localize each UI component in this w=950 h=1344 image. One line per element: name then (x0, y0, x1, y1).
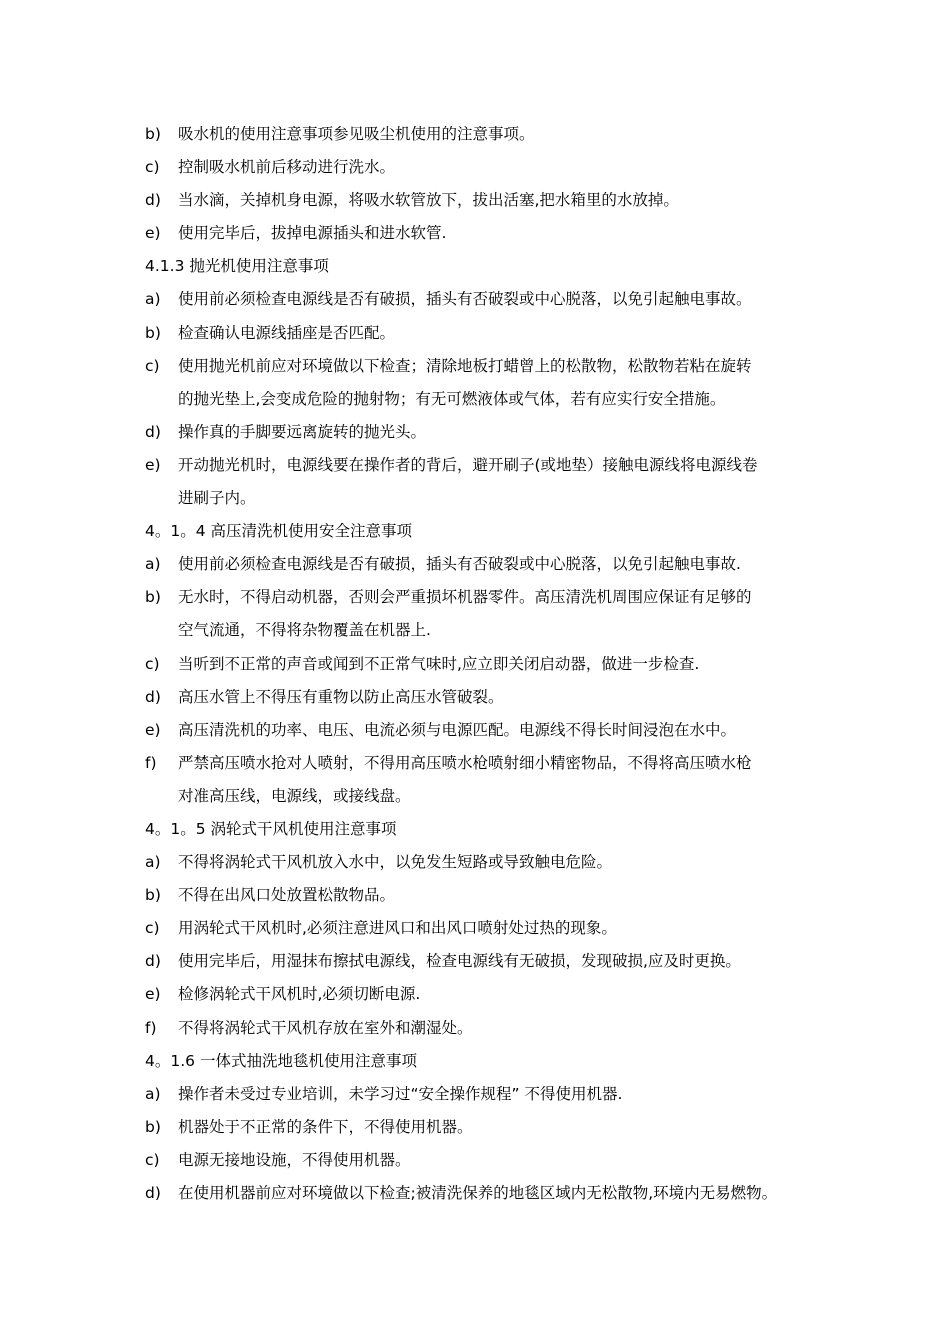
item-text: 使用前必须检查电源线是否有破损，插头有否破裂或中心脱落，以免引起触电事故. (178, 555, 741, 574)
item-text: 使用前必须检查电源线是否有破损，插头有否破裂或中心脱落，以免引起触电事故。 (178, 290, 752, 309)
list-marker: e) (145, 985, 161, 1004)
list-item-continuation (145, 614, 835, 647)
list-item-continuation (145, 383, 835, 416)
section-heading (145, 813, 835, 846)
list-marker: d) (145, 191, 161, 210)
item-text: 在使用机器前应对环境做以下检查;被清洗保养的地毯区域内无松散物,环境内无易燃物。 (178, 1184, 778, 1202)
list-item (145, 283, 835, 316)
list-marker: b) (145, 323, 161, 342)
item-text: 对准高压线，电源线，或接线盘。 (178, 786, 411, 805)
list-marker: b) (145, 1117, 161, 1136)
list-marker: e) (145, 455, 161, 474)
list-item (145, 184, 835, 217)
list-item (145, 151, 835, 184)
list-item (145, 217, 835, 250)
list-marker: b) (145, 125, 161, 143)
item-text: 严禁高压喷水抢对人喷射，不得用高压喷水枪喷射细小精密物品，不得将高压喷水枪 (178, 753, 752, 772)
list-item (145, 1078, 835, 1111)
list-item (145, 879, 835, 912)
item-text: 当听到不正常的声音或闻到不正常气味时,应立即关闭启动器，做进一步检查. (178, 654, 700, 673)
item-text: 当水滴，关掉机身电源，将吸水软管放下，拔出活塞,把水箱里的水放掉。 (178, 191, 679, 210)
list-marker: d) (145, 952, 161, 971)
list-item (145, 1111, 835, 1144)
list-item (145, 714, 835, 747)
item-text: 开动抛光机时，电源线要在操作者的背后，避开刷子(或地垫）接触电源线将电源线卷 (178, 455, 758, 474)
list-item (145, 1177, 835, 1210)
list-item (145, 978, 835, 1011)
list-item (145, 1144, 835, 1177)
item-text: 使用完毕后，拔掉电源插头和进水软管. (178, 224, 447, 243)
list-item (145, 317, 835, 350)
item-text: 使用抛光机前应对环境做以下检查；清除地板打蜡曾上的松散物，松散物若粘在旋转 (178, 356, 752, 375)
item-text: 不得在出风口处放置松散物品。 (178, 886, 396, 905)
section-heading (145, 515, 835, 548)
list-marker: a) (145, 853, 161, 872)
list-marker: b) (145, 886, 161, 905)
item-text: 控制吸水机前后移动进行洗水。 (178, 158, 396, 177)
list-marker: f) (145, 753, 157, 772)
list-marker: a) (145, 1084, 161, 1103)
list-item (145, 548, 835, 581)
heading-text: 4。1。5 涡轮式干风机使用注意事项 (145, 819, 397, 838)
item-text: 机器处于不正常的条件下，不得使用机器。 (178, 1117, 473, 1136)
heading-text: 4.1.3 抛光机使用注意事项 (145, 257, 329, 276)
item-text: 用涡轮式干风机时,必须注意进风口和出风口喷射处过热的现象。 (178, 919, 617, 938)
list-marker: e) (145, 720, 161, 739)
list-marker: e) (145, 224, 161, 243)
list-marker: c) (145, 356, 160, 375)
item-text: 电源无接地设施，不得使用机器。 (178, 1150, 411, 1169)
section-heading (145, 250, 835, 283)
list-marker: d) (145, 687, 161, 706)
list-item (145, 1012, 835, 1045)
list-item (145, 449, 835, 482)
list-item (145, 747, 835, 780)
item-text: 操作真的手脚要远离旋转的抛光头。 (178, 422, 427, 441)
item-text: 高压清洗机的功率、电压、电流必须与电源匹配。电源线不得长时间浸泡在水中。 (178, 720, 737, 739)
item-text: 检查确认电源线插座是否匹配。 (178, 323, 396, 342)
list-marker: c) (145, 919, 160, 938)
list-item-continuation (145, 780, 835, 813)
list-marker: b) (145, 588, 161, 607)
heading-text: 4。1.6 一体式抽洗地毯机使用注意事项 (145, 1051, 417, 1070)
list-marker: d) (145, 1184, 161, 1202)
document-body (145, 118, 835, 1210)
list-item (145, 846, 835, 879)
section-heading (145, 1045, 835, 1078)
item-text: 吸水机的使用注意事项参见吸尘机使用的注意事项。 (178, 125, 535, 143)
list-item (145, 350, 835, 383)
list-marker: d) (145, 422, 161, 441)
item-text: 的抛光垫上,会变成危险的抛射物；有无可燃液体或气体，若有应实行安全措施。 (178, 389, 726, 408)
list-item-continuation (145, 482, 835, 515)
item-text: 使用完毕后，用湿抹布擦拭电源线，检查电源线有无破损，发现破损,应及时更换。 (178, 952, 741, 971)
item-text: 操作者未受过专业培训，未学习过“安全操作规程” 不得使用机器. (178, 1084, 623, 1103)
list-item (145, 912, 835, 945)
item-text: 不得将涡轮式干风机放入水中，以免发生短路或导致触电危险。 (178, 853, 613, 872)
list-item (145, 681, 835, 714)
list-marker: c) (145, 1150, 160, 1169)
item-text: 进刷子内。 (178, 489, 256, 508)
item-text: 无水时，不得启动机器，否则会严重损坏机器零件。高压清洗机周围应保证有足够的 (178, 588, 752, 607)
list-item (145, 118, 835, 151)
list-item (145, 581, 835, 614)
list-item (145, 648, 835, 681)
item-text: 检修涡轮式干风机时,必须切断电源. (178, 985, 421, 1004)
list-marker: a) (145, 555, 161, 574)
item-text: 不得将涡轮式干风机存放在室外和潮湿处。 (178, 1018, 473, 1037)
list-marker: a) (145, 290, 161, 309)
list-marker: c) (145, 654, 160, 673)
list-marker: f) (145, 1018, 157, 1037)
list-marker: c) (145, 158, 160, 177)
list-item (145, 945, 835, 978)
item-text: 高压水管上不得压有重物以防止高压水管破裂。 (178, 687, 504, 706)
item-text: 空气流通，不得将杂物覆盖在机器上. (178, 621, 431, 640)
heading-text: 4。1。4 高压清洗机使用安全注意事项 (145, 522, 413, 541)
list-item (145, 416, 835, 449)
